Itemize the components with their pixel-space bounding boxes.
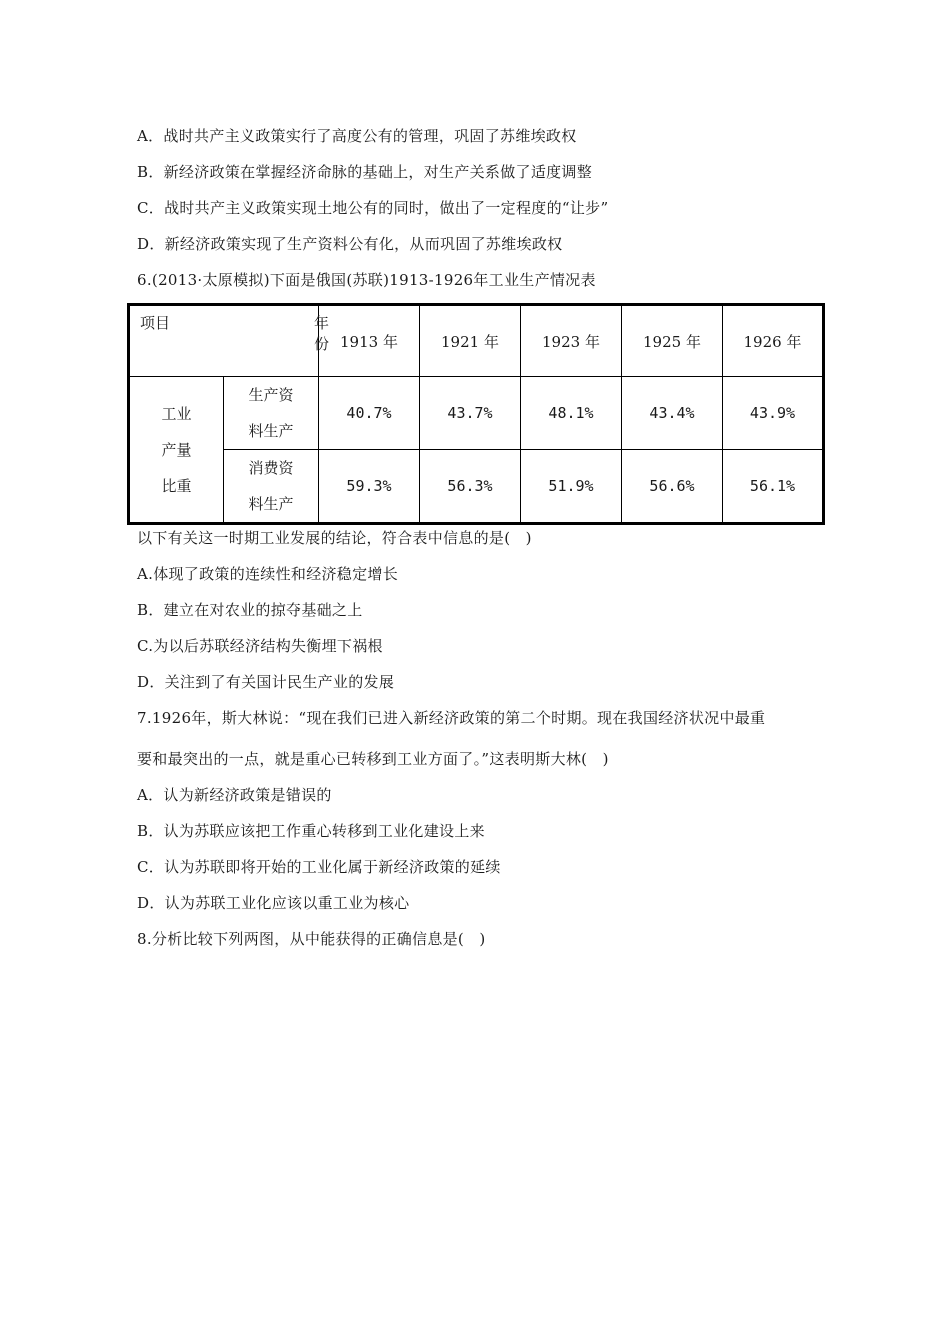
q7-stem-line2: 要和最突出的一点，就是重心已转移到工业方面了。”这表明斯大林( )	[137, 750, 609, 768]
group-label-line: 比重	[161, 476, 192, 495]
row-label-production-goods	[224, 377, 319, 450]
year-header: 1926 年	[723, 305, 824, 377]
q7-option-a: A．认为新经济政策是错误的	[137, 786, 332, 804]
industry-table	[127, 303, 825, 525]
q6-option-c: C.为以后苏联经济结构失衡埋下祸根	[137, 637, 383, 655]
q6-option-a: A.体现了政策的连续性和经济稳定增长	[137, 565, 399, 583]
q7-option-c: C．认为苏联即将开始的工业化属于新经济政策的延续	[137, 858, 501, 876]
table-cell: 56.6%	[622, 450, 723, 524]
q5-option-d: D．新经济政策实现了生产资料公有化，从而巩固了苏维埃政权	[137, 235, 563, 253]
table-cell: 51.9%	[521, 450, 622, 524]
table-cell: 43.7%	[420, 377, 521, 450]
table-cell: 48.1%	[521, 377, 622, 450]
row-label-consumer-goods	[224, 450, 319, 524]
group-label-line: 产量	[161, 440, 192, 459]
q6-stem: 6.(2013·太原模拟)下面是俄国(苏联)1913-1926年工业生产情况表	[137, 271, 596, 289]
table-cell: 43.4%	[622, 377, 723, 450]
header-year-label: 年份	[314, 314, 330, 353]
group-label-line: 工业	[161, 404, 192, 423]
table-cell: 43.9%	[723, 377, 824, 450]
q7-option-b: B．认为苏联应该把工作重心转移到工业化建设上来	[137, 822, 485, 840]
q8-stem: 8.分析比较下列两图，从中能获得的正确信息是( )	[137, 930, 486, 948]
year-header: 1923 年	[521, 305, 622, 377]
q7-option-d: D．认为苏联工业化应该以重工业为核心	[137, 894, 410, 912]
header-item-label: 项目	[140, 314, 171, 332]
year-header: 1921 年	[420, 305, 521, 377]
q6-option-d: D．关注到了有关国计民生产业的发展	[137, 673, 395, 691]
q6-option-b: B．建立在对农业的掠夺基础之上	[137, 601, 363, 619]
table-cell: 56.1%	[723, 450, 824, 524]
q5-option-a: A．战时共产主义政策实行了高度公有的管理，巩固了苏维埃政权	[137, 127, 577, 145]
table-cell: 56.3%	[420, 450, 521, 524]
table-cell: 40.7%	[319, 377, 420, 450]
year-header: 1925 年	[622, 305, 723, 377]
table-cell: 59.3%	[319, 450, 420, 524]
row-label-line: 消费资	[248, 459, 294, 477]
row-label-line: 料生产	[248, 495, 294, 513]
q6-question: 以下有关这一时期工业发展的结论，符合表中信息的是( )	[137, 529, 532, 547]
q5-option-c: C．战时共产主义政策实现土地公有的同时，做出了一定程度的“让步”	[137, 199, 609, 217]
table-corner-header	[129, 305, 330, 377]
row-label-line: 料生产	[248, 422, 294, 440]
q7-stem-line1: 7.1926年，斯大林说：“现在我们已进入新经济政策的第二个时期。现在我国经济状况中最重	[137, 709, 766, 727]
row-label-line: 生产资	[248, 386, 294, 404]
year-header: 1913 年	[319, 305, 420, 377]
group-label	[129, 377, 224, 524]
q5-option-b: B．新经济政策在掌握经济命脉的基础上，对生产关系做了适度调整	[137, 163, 593, 181]
